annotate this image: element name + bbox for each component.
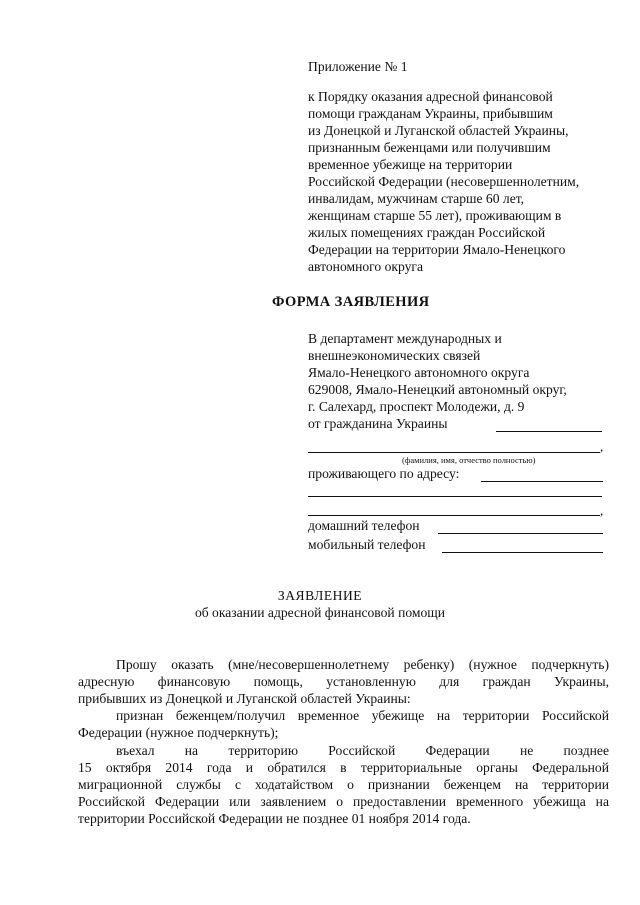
statement-body-line: Российской Федерации или заявлением о предоставлении временного убежища на <box>78 793 609 809</box>
mobile-phone-fill-line[interactable] <box>442 552 603 553</box>
from-citizen-label: от гражданина Украины <box>308 416 448 431</box>
appendix-line: к Порядку оказания адресной финансовой <box>308 89 553 104</box>
appendix-line: Федерации на территории Ямало-Ненецкого <box>308 242 566 257</box>
appendix-line: из Донецкой и Луганской областей Украины, <box>308 123 569 138</box>
appendix-line: женщинам старше 55 лет), проживающим в <box>308 208 562 223</box>
comma: , <box>600 503 604 518</box>
full-name-caption: (фамилия, имя, отчество полностью) <box>402 455 536 465</box>
appendix-title: Приложение № 1 <box>308 59 408 74</box>
statement-body-line: территории Российской Федерации не позднее 01 ноября 2014 года. <box>78 810 471 826</box>
address-fill-line[interactable] <box>481 481 603 482</box>
residing-address-label: проживающего по адресу: <box>308 466 460 481</box>
home-phone-fill-line[interactable] <box>438 533 603 534</box>
statement-body-line: Прошу оказать (мне/несовершеннолетнему ребенку) (нужное подчеркнуть) <box>116 657 609 672</box>
statement-body-line: миграционной службы с ходатайством о признании беженцем на территории <box>78 776 609 792</box>
statement-body-line: 15 октября 2014 года и обратился в территориальные органы Федеральной <box>78 759 609 775</box>
statement-body-line: Федерации (нужное подчеркнуть); <box>78 725 279 741</box>
citizen-fill-line[interactable] <box>496 431 602 432</box>
addressee-line: 629008, Ямало-Ненецкий автономный округ, <box>308 382 567 397</box>
addressee-line: В департамент международных и <box>308 331 502 346</box>
comma: , <box>600 439 604 454</box>
statement-body-line: адресную финансовую помощь, установленную для граждан Украины, <box>78 674 609 690</box>
appendix-line: признанным беженцами или получившим <box>308 140 551 155</box>
appendix-line: Российской Федерации (несовершеннолетним, <box>308 174 580 189</box>
statement-subtitle: об оказании адресной финансовой помощи <box>194 605 446 620</box>
addressee-line: г. Салехард, проспект Молодежи, д. 9 <box>308 399 525 414</box>
statement-body-line: въехал на территорию Российской Федерации не позднее <box>116 742 609 758</box>
home-phone-label: домашний телефон <box>308 518 420 533</box>
addressee-line: Ямало-Ненецкого автономного округа <box>308 365 530 380</box>
statement-title: ЗАЯВЛЕНИЕ <box>277 588 363 603</box>
statement-body-line: признан беженцем/получил временное убежище на территории Российской <box>116 708 609 724</box>
address-fill-line-3[interactable] <box>308 515 600 516</box>
appendix-line: инвалидам, мужчинам старше 60 лет, <box>308 191 525 206</box>
appendix-line: помощи гражданам Украины, прибывшим <box>308 106 553 121</box>
appendix-line: автономного округа <box>308 259 424 274</box>
mobile-phone-label: мобильный телефон <box>308 537 426 552</box>
statement-body-line: прибывших из Донецкой и Луганской областей Украины: <box>78 691 411 707</box>
appendix-line: временное убежище на территории <box>308 157 513 172</box>
address-fill-line-2[interactable] <box>308 496 602 497</box>
full-name-fill-line[interactable] <box>308 452 600 453</box>
addressee-line: внешнеэкономических связей <box>308 348 481 363</box>
appendix-line: жилых помещениях граждан Российской <box>308 225 546 240</box>
form-title: ФОРМА ЗАЯВЛЕНИЯ <box>272 294 430 310</box>
